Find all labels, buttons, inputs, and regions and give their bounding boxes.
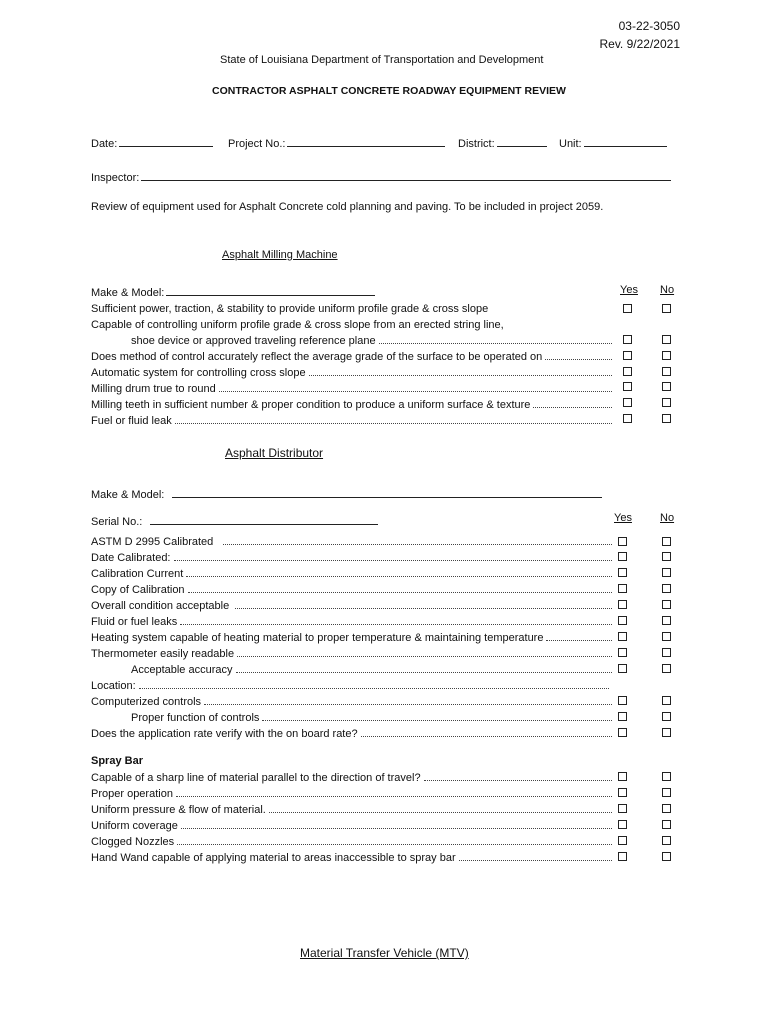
yes-checkbox[interactable] xyxy=(623,414,632,423)
distributor-item: Copy of Calibration xyxy=(91,581,614,596)
milling-item: Does method of control accurately reflect the average grade of the surface to be operated on xyxy=(91,348,614,363)
date-label: Date: xyxy=(91,138,118,150)
no-checkbox[interactable] xyxy=(662,772,671,781)
unit-label: Unit: xyxy=(559,138,582,150)
milling-item: Capable of controlling uniform profile grade & cross slope from an erected string line, xyxy=(91,319,504,331)
no-checkbox[interactable] xyxy=(662,852,671,861)
unit-input-line[interactable] xyxy=(584,134,667,147)
no-checkbox[interactable] xyxy=(662,382,671,391)
spray-bar-title: Spray Bar xyxy=(91,755,143,767)
spray-bar-item: Hand Wand capable of applying material to areas inaccessible to spray bar xyxy=(91,849,614,864)
no-checkbox[interactable] xyxy=(662,632,671,641)
no-checkbox[interactable] xyxy=(662,335,671,344)
district-field[interactable] xyxy=(458,134,547,150)
distributor-item: Calibration Current xyxy=(91,565,614,580)
yes-checkbox[interactable] xyxy=(618,584,627,593)
yes-checkbox[interactable] xyxy=(623,367,632,376)
milling-item: shoe device or approved traveling reference plane xyxy=(91,332,614,347)
no-checkbox[interactable] xyxy=(662,552,671,561)
yes-checkbox[interactable] xyxy=(618,696,627,705)
no-checkbox[interactable] xyxy=(662,537,671,546)
no-checkbox[interactable] xyxy=(662,820,671,829)
no-checkbox[interactable] xyxy=(662,414,671,423)
distributor-item: Fluid or fuel leaks xyxy=(91,613,614,628)
yes-checkbox[interactable] xyxy=(623,335,632,344)
yes-checkbox[interactable] xyxy=(618,712,627,721)
distributor-item: Overall condition acceptable xyxy=(91,597,614,612)
milling-yes-header: Yes xyxy=(620,284,638,296)
distributor-item: ASTM D 2995 Calibrated xyxy=(91,533,614,548)
project-input-line[interactable] xyxy=(287,134,445,147)
spray-bar-item: Capable of a sharp line of material parallel to the direction of travel? xyxy=(91,769,614,784)
milling-section-title: Asphalt Milling Machine xyxy=(222,249,338,261)
district-input-line[interactable] xyxy=(497,134,547,147)
no-checkbox[interactable] xyxy=(662,568,671,577)
yes-checkbox[interactable] xyxy=(623,382,632,391)
district-label: District: xyxy=(458,138,495,150)
distributor-item: Date Calibrated: xyxy=(91,549,614,564)
inspector-label: Inspector: xyxy=(91,172,140,184)
project-field[interactable] xyxy=(228,134,445,150)
yes-checkbox[interactable] xyxy=(618,537,627,546)
milling-make-model-line[interactable] xyxy=(166,283,375,296)
distributor-item: Location: xyxy=(91,677,611,692)
revision-date: Rev. 9/22/2021 xyxy=(599,37,680,51)
milling-no-header: No xyxy=(660,284,675,296)
yes-checkbox[interactable] xyxy=(623,351,632,360)
form-title: CONTRACTOR ASPHALT CONCRETE ROADWAY EQUIPMENT REVIEW xyxy=(212,85,566,97)
yes-checkbox[interactable] xyxy=(618,632,627,641)
distributor-item: Acceptable accuracy xyxy=(91,661,614,676)
milling-item: Sufficient power, traction, & stability to provide uniform profile grade & cross slope xyxy=(91,303,489,315)
no-checkbox[interactable] xyxy=(662,788,671,797)
yes-checkbox[interactable] xyxy=(618,568,627,577)
no-checkbox[interactable] xyxy=(662,836,671,845)
yes-checkbox[interactable] xyxy=(618,788,627,797)
date-field[interactable] xyxy=(91,134,213,150)
milling-item: Fuel or fluid leak xyxy=(91,412,614,427)
distributor-item: Computerized controls xyxy=(91,693,614,708)
no-checkbox[interactable] xyxy=(662,728,671,737)
milling-item: Automatic system for controlling cross slope xyxy=(91,364,614,379)
no-checkbox[interactable] xyxy=(662,367,671,376)
spray-bar-item: Clogged Nozzles xyxy=(91,833,614,848)
yes-checkbox[interactable] xyxy=(618,616,627,625)
no-checkbox[interactable] xyxy=(662,600,671,609)
no-checkbox[interactable] xyxy=(662,696,671,705)
yes-checkbox[interactable] xyxy=(618,836,627,845)
yes-checkbox[interactable] xyxy=(618,804,627,813)
serial-field[interactable] xyxy=(91,512,378,528)
milling-make-model-label: Make & Model: xyxy=(91,287,165,299)
milling-item: Milling drum true to round xyxy=(91,380,614,395)
serial-input-line[interactable] xyxy=(150,512,378,525)
yes-checkbox[interactable] xyxy=(618,852,627,861)
yes-checkbox[interactable] xyxy=(623,398,632,407)
spray-bar-item: Uniform coverage xyxy=(91,817,614,832)
yes-checkbox[interactable] xyxy=(618,600,627,609)
yes-checkbox[interactable] xyxy=(618,728,627,737)
no-checkbox[interactable] xyxy=(662,616,671,625)
yes-checkbox[interactable] xyxy=(618,772,627,781)
date-input-line[interactable] xyxy=(119,134,213,147)
inspector-field[interactable] xyxy=(91,168,671,184)
distributor-no-header: No xyxy=(660,512,675,524)
distributor-make-model-label: Make & Model: xyxy=(91,489,165,501)
distributor-section-title: Asphalt Distributor xyxy=(225,446,324,460)
spray-bar-item: Proper operation xyxy=(91,785,614,800)
no-checkbox[interactable] xyxy=(662,712,671,721)
serial-label: Serial No.: xyxy=(91,516,143,528)
yes-checkbox[interactable] xyxy=(623,304,632,313)
distributor-yes-header: Yes xyxy=(614,512,632,524)
yes-checkbox[interactable] xyxy=(618,664,627,673)
milling-item: Milling teeth in sufficient number & proper condition to produce a uniform surface & texture xyxy=(91,396,614,411)
unit-field[interactable] xyxy=(559,134,667,150)
no-checkbox[interactable] xyxy=(662,804,671,813)
project-label: Project No.: xyxy=(228,138,286,150)
no-checkbox[interactable] xyxy=(662,584,671,593)
intro-text: Review of equipment used for Asphalt Concrete cold planning and paving. To be included in project 2059. xyxy=(91,201,604,213)
no-checkbox[interactable] xyxy=(662,398,671,407)
distributor-make-model-field[interactable] xyxy=(91,485,602,501)
distributor-item: Does the application rate verify with the on board rate? xyxy=(91,725,614,740)
distributor-make-model-line[interactable] xyxy=(172,485,602,498)
yes-checkbox[interactable] xyxy=(618,648,627,657)
distributor-item: Heating system capable of heating material to proper temperature & maintaining temperature xyxy=(91,629,614,644)
yes-checkbox[interactable] xyxy=(618,552,627,561)
no-checkbox[interactable] xyxy=(662,304,671,313)
mtv-section-title: Material Transfer Vehicle (MTV) xyxy=(300,946,469,960)
distributor-item: Proper function of controls xyxy=(91,709,614,724)
spray-bar-item: Uniform pressure & flow of material. xyxy=(91,801,614,816)
inspector-input-line[interactable] xyxy=(141,168,671,181)
agency-name: State of Louisiana Department of Transportation and Development xyxy=(220,54,544,66)
no-checkbox[interactable] xyxy=(662,648,671,657)
form-number: 03-22-3050 xyxy=(618,19,680,33)
distributor-item: Thermometer easily readable xyxy=(91,645,614,660)
no-checkbox[interactable] xyxy=(662,351,671,360)
milling-make-model-field[interactable] xyxy=(91,283,375,299)
no-checkbox[interactable] xyxy=(662,664,671,673)
yes-checkbox[interactable] xyxy=(618,820,627,829)
